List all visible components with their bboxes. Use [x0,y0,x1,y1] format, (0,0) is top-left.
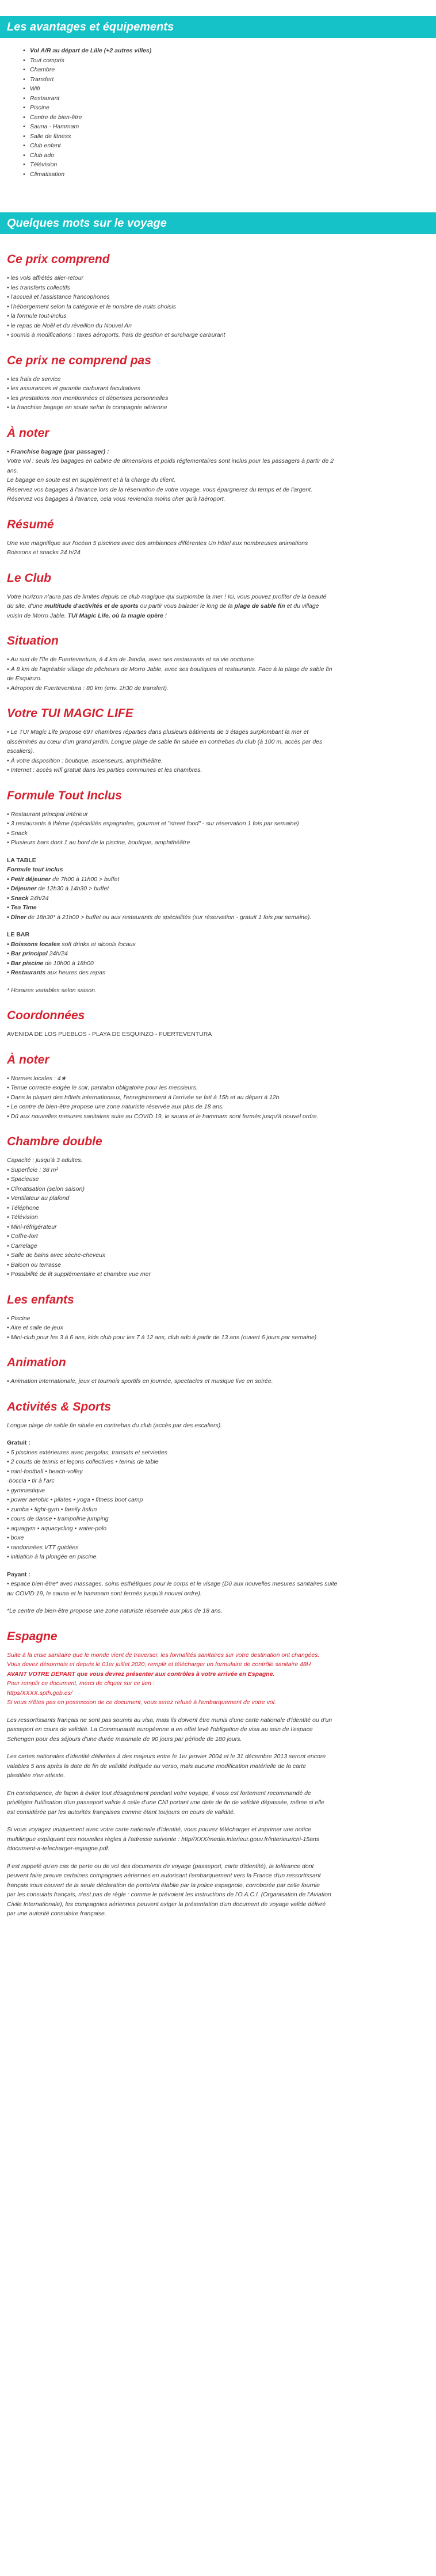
text-line: Si vous voyagez uniquement avec votre carte nationale d'identité, vous pouvez télécharger et imprimer une notice [7,1826,312,1833]
text-line: • le repas de Noël et du réveillon du Nouvel An [7,322,132,329]
text-line: ans. [7,467,18,474]
baggage-lead: • Franchise bagage (par passager) : [7,448,109,455]
situation-heading: Situation [7,634,59,647]
text-line: • Superficie : 38 m² [7,1166,58,1173]
text-line: • Salle de bains avec sèche-cheveux [7,1252,106,1259]
included-heading: Ce prix comprend [7,253,110,266]
text-line: • 3 restaurants à thème (spécialités espagnoles, gourmet et "street food" - sur réservation 1 fois par semaine) [7,820,299,827]
spain-para-2 [7,1752,429,1781]
text-line: • Aire et salle de jeux [7,1324,63,1331]
text-line: • Dû aux nouvelles mesures sanitaires suite au COVID 19, le sauna et le hammam sont fermés jusqu'à nouvel ordre. [7,1112,319,1120]
kv-line [7,913,429,923]
kv-line [7,884,429,894]
text-line: • gymnastique [7,1487,45,1494]
text-line: Capacité : jusqu'à 3 adultes. [7,1157,83,1164]
free-heading: Gratuit : [7,1439,30,1446]
kv-line [7,940,429,950]
kv-line [7,968,429,978]
summary-heading: Résumé [7,517,54,531]
equipment-item: • Club ado [30,151,436,161]
text-line: En conséquence, de façon à éviter tout désagrément pendant votre voyage, il vous est fortement recommandé de [7,1789,311,1797]
kv-key: • Tea Time [7,904,37,911]
club-line-1 [7,592,429,602]
text-line: Vous devez désormais et depuis le 01er juillet 2020, remplir et télécharger un formulaire de contrôle sanitaire 48H [7,1661,311,1668]
text-line: • Balcon ou terrasse [7,1261,62,1268]
text-line: • Possibilité de lit supplémentaire et chambre vue mer [7,1271,151,1278]
club-beach-emph: plage de sable fin [234,603,285,609]
text-line: • Snack [7,829,28,837]
text-line: privilégier l'utilisation d'un passeport valide à celle d'une CNI portant une date de fin de validité dépassée, même si elle [7,1799,324,1806]
text-line: • À votre disposition : boutique, ascenseurs, amphithéâtre. [7,757,163,764]
address: AVENIDA DE LOS PUEBLOS - PLAYA DE ESQUINZO - FUERTEVENTURA [7,1031,212,1038]
text-line: • Restaurant principal intérieur [7,810,88,818]
club-text: et du village [285,603,319,609]
equipment-list [0,46,436,179]
text-line: • Ventilateur au plafond [7,1195,70,1202]
club-text: du site, d'une [7,603,45,609]
text-line: plastifiée n'en atteste. [7,1772,66,1779]
kv-value: de 10h00 à 18h00 [43,959,94,967]
text-line: • Aéroport de Fuerteventura : 80 km (env. 1h30 de transfert). [7,684,169,692]
text-line: • Mini-club pour les 3 à 6 ans, kids club pour les 7 à 12 ans, club ado à partir de 13 ans (ouvert 6 jours par semaine) [7,1333,317,1341]
text-line: français sous couvert de la seule déclaration de perte/vol établie par la police espagnole, corroborée par celle fournie [7,1881,320,1889]
text-line: Boissons et snacks 24 h/24 [7,549,81,556]
text-line: • soumis à modifications : taxes aéroports, frais de gestion et surcharge carburant [7,331,225,338]
kv-key: • Bar principal [7,950,48,957]
equipment-item: • Télévision [30,160,436,170]
coords-heading: Coordonnées [7,1009,85,1022]
kv-key: • Dîner [7,913,26,921]
text-line: Il est rappelé qu'en cas de perte ou de vol des documents de voyage (passeport, carte d'identité), la tolérance dont [7,1862,314,1870]
club-line-3 [7,611,429,621]
kv-value: 24h/24 [47,950,68,957]
text-line: • Télévision [7,1214,38,1221]
text-line: multilingue expliquant ces nouvelles règles à l'adresse suivante : http//XXX/media.interieur.gouv.fr/interieur/cni-15ans [7,1835,320,1843]
text-line: • Téléphone [7,1204,40,1211]
animation-heading: Animation [7,1356,66,1369]
equipment-item: • Sauna - Hammam [30,122,436,132]
text-line: • Normes locales : 4★ [7,1074,66,1082]
text-line: • Plusieurs bars dont 1 au bord de la piscine, boutique, amphithéâtre [7,839,190,846]
allinc-heading: Formule Tout Inclus [7,788,122,802]
equipment-item: • Tout compris [30,56,436,66]
table-lines [7,875,429,923]
text-line: Les ressortissants français ne sont pas soumis au visa, mais ils doivent être munis d'une carte nationale d'identité ou d'un [7,1716,332,1724]
magiclife-lines [7,727,429,775]
club-magic-emph: TUI Magic Life, où la magie opère [67,612,163,619]
club-text: ! [163,612,167,619]
paid-lines [7,1579,429,1598]
text-line: • Carrelage [7,1242,37,1249]
text-line: par une autorité consulaire française. [7,1910,106,1917]
text-line: • les frais de service [7,375,61,383]
text-line: Si vous n'êtes pas en possession de ce document, vous serez refusé à l'embarquement de votre vol. [7,1699,277,1706]
room-lines [7,1156,429,1279]
text-line: • les transferts collectifs [7,284,70,291]
text-line: • l'accueil et l'assistance francophones [7,294,110,300]
equipment-item: • Chambre [30,65,436,75]
text-line: • la franchise bagage en soute selon la compagnie aérienne [7,404,167,411]
text-line: • Mini-réfrigérateur [7,1223,57,1230]
note2-heading: À noter [7,1053,49,1066]
club-text: ou partir vous balader le long de la [138,603,235,609]
kv-line [7,875,429,885]
advantages-banner: Les avantages et équipements [0,16,436,38]
spain-para-1 [7,1716,429,1744]
text-line: AVANT VOTRE DÉPART que vous devrez présenter aux contrôles à votre arrivée en Espagne. [7,1670,275,1678]
text-line: • l'hébergement selon la catégorie et le nombre de nuits choisis [7,303,177,310]
equipment-item: • Piscine [30,103,436,113]
text-line: • Climatisation (selon saison) [7,1185,85,1192]
kv-key: • Bar piscine [7,959,44,967]
text-line: • Au sud de l'île de Fuerteventura, à 4 km de Jandia, avec ses restaurants et sa vie nocturne. [7,656,255,663]
spain-heading: Espagne [7,1629,58,1643]
text-line: • Animation internationale, jeux et tournois sportifs en journée, spectacles et musique live en soirée. [7,1378,273,1385]
text-line: de Esquinzo. [7,675,42,682]
text-line: • boxe [7,1534,24,1541]
text-line: au COVID 19, le sauna et le hammam sont fermés jusqu'à nouvel ordre). [7,1590,202,1597]
text-line: Suite à la crise sanitaire que le monde vient de traverser, les formalités sanitaires sur votre destination ont changées. [7,1651,320,1659]
text-line: escaliers). [7,748,35,754]
club-heading: Le Club [7,571,51,585]
trip-banner: Quelques mots sur le voyage [0,212,436,234]
text-line: • les prestations non mentionnées et dépenses personnelles [7,394,169,402]
club-activities-emph: multitude d'activités et de sports [44,603,139,609]
text-line: • Le centre de bien-être propose une zone naturiste réservée aux plus de 18 ans. [7,1103,224,1110]
kv-key: • Restaurants [7,969,46,976]
excluded-list [7,375,429,413]
spain-para-5 [7,1862,429,1919]
text-line: Réservez vos bagages à l'avance, cela vous reviendra moins cher qu'à l'aéroport. [7,496,225,502]
club-line-2 [7,601,429,611]
club-text: Votre horizon n'aura pas de limites depuis ce club magique qui surplombe la mer ! Ici, vous pouvez profiter de la beauté [7,593,327,600]
text-line: est considérée par les autorités françaises comme étant toujours en cours de validité. [7,1808,235,1816]
text-line: Une vue magnifique sur l'océan 5 piscines avec des ambiances différentes Un hôtel aux nombreuses animations [7,539,308,547]
kv-value: soft drinks et alcools locaux [60,940,136,948]
text-line: • power aerobic • pilates • yoga • fitness boot camp [7,1496,143,1503]
text-line: ·boccia • tir à l'arc [7,1477,55,1484]
text-line: • Piscine [7,1314,30,1322]
equipment-item: • Climatisation [30,170,436,180]
text-line: Réservez vos bagages à l'avance lors de la réservation de votre voyage, vous épargnerez du temps et de l'argent. [7,486,313,493]
text-line: Schengen pour des séjours d'une durée maximale de 90 jours par période de 180 jours. [7,1735,242,1743]
situation-lines [7,655,429,693]
free-lines [7,1448,429,1562]
text-line: • espace bien-être* avec massages, soins esthétiques pour le corps et le visage (Dû aux nouvelles mesures sanitaires suite [7,1580,338,1587]
text-line: Les cartes nationales d'identité délivrées à des majeurs entre le 1er janvier 2004 et le 31 décembre 2013 seront encore [7,1753,326,1760]
kv-key: • Petit déjeuner [7,875,51,883]
text-line: • les vols affrétés aller-retour [7,275,84,281]
kv-line [7,959,429,969]
activities-heading: Activités & Sports [7,1400,111,1413]
text-line: disséminés au cœur d'un grand jardin. Longue plage de sable fin située en contrebas du club (à 100 m, accès par des [7,738,323,745]
text-line: • aquagym • aquacycling • water-polo [7,1525,107,1532]
equipment-item: • Restaurant [30,94,436,104]
text-line: passeport en cours de validité. La Communauté européenne a en effet levé l'obligation de visa au sein de l'espace [7,1726,313,1733]
animation-lines [7,1377,429,1386]
text-line: • 2 courts de tennis et leçons collectives • tennis de table [7,1458,159,1465]
text-line: • Le TUI Magic Life propose 697 chambres réparties dans plusieurs bâtiments de 3 étages surplombant la mer et [7,729,309,736]
kv-line [7,894,429,904]
equipment-item: • Vol A/R au départ de Lille (+2 autres villes) [30,46,436,56]
equipment-item: • Centre de bien-être [30,113,436,123]
spain-sanitary-notice [7,1651,429,1708]
text-line: Civile Internationale), les compagnies aériennes peuvent exiger la présentation d'un document de voyage valide délivré [7,1900,326,1908]
activities-footnote: *Le centre de bien-être propose une zone naturiste réservée aux plus de 18 ans. [7,1607,223,1614]
kv-value: de 12h30 à 14h30 > buffet [36,885,109,892]
text-line: • 5 piscines extérieures avec pergolas, transats et serviettes [7,1449,168,1456]
bar-heading: LE BAR [7,931,30,938]
kv-value: de 18h30* à 21h00 > buffet ou aux restaurants de spécialités (sur réservation - gratuit 1 fois par semaine). [26,913,312,921]
text-line: Votre vol : seuls les bagages en cabine de dimensions et poids réglementaires sont inclus pour les passagers à partir de 2 [7,458,334,464]
text-line: • Dans la plupart des hôtels internationaux, l'enregistrement à l'arrivée se fait à 15h et au départ à 12h. [7,1093,281,1101]
kids-heading: Les enfants [7,1293,74,1306]
included-list [7,273,429,340]
allinc-lines [7,810,429,848]
kv-key: • Boissons locales [7,940,60,948]
text-line: • randonnées VTT guidées [7,1544,79,1551]
kv-line [7,949,429,959]
text-line: • les assurances et garantie carburant facultatives [7,385,140,392]
equipment-item: • Transfert [30,75,436,85]
kv-key: • Déjeuner [7,885,37,892]
table-subheading: Formule tout inclus [7,866,63,873]
club-text: voisin de Morro Jable. [7,612,68,619]
text-line: Le bagage en soute est en supplément et à la charge du client. [7,477,176,483]
kv-line [7,903,429,913]
room-heading: Chambre double [7,1135,102,1148]
kv-value: 24h/24 [28,894,49,902]
kv-key: • Snack [7,894,29,902]
equipment-item: • Salle de fitness [30,132,436,142]
activities-intro: Longue plage de sable fin située en contrebas du club (accès par des escaliers). [7,1422,223,1429]
equipment-item: • Club enfant [30,141,436,151]
kids-lines [7,1314,429,1343]
text-line: • la formule tout-inclus [7,313,67,319]
text-line: par les consulats français, n'est pas de règle : comme le prévoient les instructions de l'O.A.C.I. (Organisation de l'Aviation [7,1891,331,1898]
kv-value: de 7h00 à 11h00 > buffet [51,875,120,883]
text-line: • initiation à la plongée en piscine. [7,1553,98,1560]
table-heading: LA TABLE [7,856,36,864]
text-line: /document-a-telecharger-espagne.pdf. [7,1845,110,1852]
text-line: • Spacieuse [7,1176,39,1183]
text-line: • Coffre-fort [7,1233,38,1240]
text-line: • Internet : accès wifi gratuit dans les parties communes et les chambres. [7,767,202,773]
text-line: • cours de danse • trampoline jumping [7,1515,109,1522]
spain-para-3 [7,1789,429,1817]
text-line: • mini-football • beach-volley [7,1468,83,1475]
text-line: • zumba • fight-gym • family Itsfun [7,1506,97,1513]
note1-heading: À noter [7,426,49,440]
kv-value: aux heures des repas [45,969,106,976]
text-line: • À 8 km de l'agréable village de pêcheurs de Morro Jable, avec ses boutiques et restaurants. Face à la plage de sable fin [7,665,332,673]
magiclife-heading: Votre TUI MAGIC LIFE [7,707,133,720]
bar-lines [7,940,429,978]
text-line: • Tenue correcte exigée le soir, pantalon obligatoire pour les messieurs. [7,1084,198,1091]
spain-para-4 [7,1825,429,1854]
trip-content [0,251,436,1919]
equipment-item: • Wifi [30,84,436,94]
note2-lines [7,1074,429,1122]
paid-heading: Payant : [7,1571,30,1578]
text-line: valables 5 ans après la date de fin de validité indiquée au verso, mais aucune modification matérielle de la carte [7,1762,307,1770]
hours-footnote: * Horaires variables selon saison. [7,986,97,994]
text-line: peuvent faire preuve certaines compagnies aériennes en autorisant l'embarquement vers la France d'un ressortissant [7,1872,321,1879]
text-line: Pour remplir ce document, merci de cliquer sur ce lien : [7,1680,155,1687]
excluded-heading: Ce prix ne comprend pas [7,353,151,367]
note1-lines [7,456,429,504]
text-line: https/XXXX.spth.gob.es/ [7,1689,72,1697]
summary-lines [7,539,429,558]
